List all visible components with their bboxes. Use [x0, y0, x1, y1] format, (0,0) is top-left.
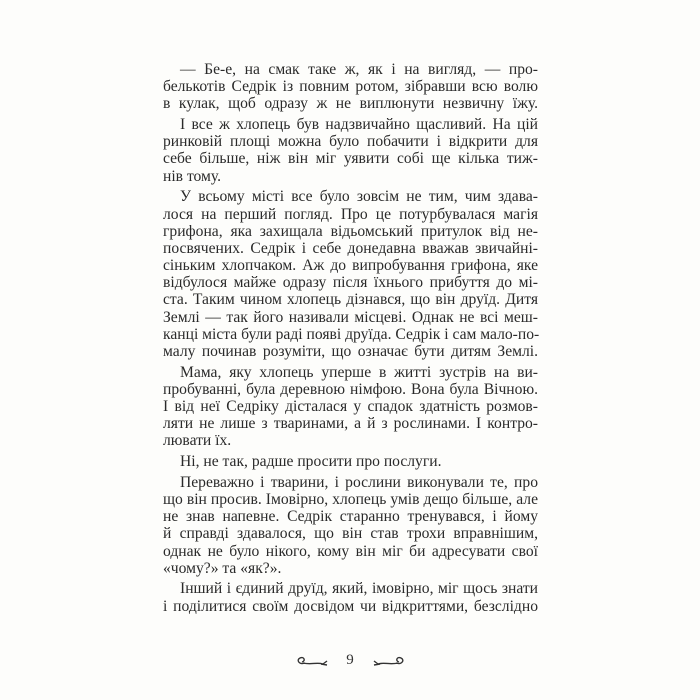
text-line: лося на перший погляд. Про це потурбувалася магія [163, 205, 538, 223]
text-line: У всьому місті все було зовсім не тим, чим здава- [180, 188, 538, 206]
text-line: нів тому. [163, 167, 222, 185]
text-line: Інший і єдиний друїд, який, імовірно, міг щось знати [180, 580, 538, 598]
text-line: грифона, яка захищала відьомський притулок від не- [163, 222, 538, 240]
text-line: не знав напевне. Седрік старанно тренувався, і йому [163, 508, 538, 526]
text-line: себе більше, ніж він міг уявити собі ще кілька тиж- [163, 150, 538, 168]
text-line: — Бе-е, на смак таке ж, як і на вигляд, — про- [180, 61, 538, 78]
text-line: однак не було нікого, кому він міг би адресувати свої [163, 542, 538, 560]
text-line: І від неї Седріку дісталася у спадок здатність розмов- [163, 398, 538, 416]
text-line: сіньким хлопчаком. Аж до випробування грифона, яке [163, 257, 538, 275]
book-page-text [163, 61, 538, 615]
text-line: що він просив. Імовірно, хлопець умів дещо більше, але [163, 491, 538, 508]
text-line: й справді здавалося, що він став трохи вправнішим, [163, 525, 538, 543]
text-line: Ні, не так, радше просити про послуги. [180, 453, 442, 471]
page-number: 9 [346, 652, 354, 669]
left-flourish-icon [295, 654, 333, 668]
text-line: белькотів Седрік із повним ротом, зібравши всю волю [163, 78, 538, 96]
text-line: І все ж хлопець був надзвичайно щасливий. На цій [180, 116, 538, 134]
text-line: Землі — так його називали місцеві. Однак не всі меш- [163, 308, 538, 326]
text-line: і поділитися своїм досвідом чи відкриттями, безслідно [163, 597, 538, 615]
text-line: пробуванні, була деревною німфою. Вона була Вічною. [163, 380, 538, 398]
text-line: відбулося майже одразу після їхнього прибуття до мі- [163, 274, 538, 292]
text-line: «чому?» та «як?». [163, 559, 282, 577]
text-line: Мама, яку хлопець уперше в житті зустрів на ви- [180, 363, 538, 381]
text-line: ляти не лише з тваринами, а й з рослинами. І контро- [163, 415, 538, 433]
text-line: посвячених. Седрік і себе донедавна вважав звичайні- [163, 239, 538, 257]
text-line: ста. Таким чином хлопець дізнався, що він друїд. Дитя [163, 291, 538, 309]
right-flourish-icon [368, 654, 406, 668]
text-line: лювати їх. [163, 432, 232, 450]
text-line: в кулак, щоб одразу ж не виплюнути незвичну їжу. [163, 95, 538, 113]
text-line: канці міста були раді появі друїда. Седрік і сам мало-по- [163, 325, 540, 343]
page-footer [0, 652, 700, 669]
text-line: Переважно і тварини, і рослини виконували те, про [180, 473, 538, 491]
text-line: ринковій площі можна було побачити і відкрити для [163, 133, 538, 151]
text-line: малу починав розуміти, що означає бути дитям Землі. [163, 343, 538, 360]
